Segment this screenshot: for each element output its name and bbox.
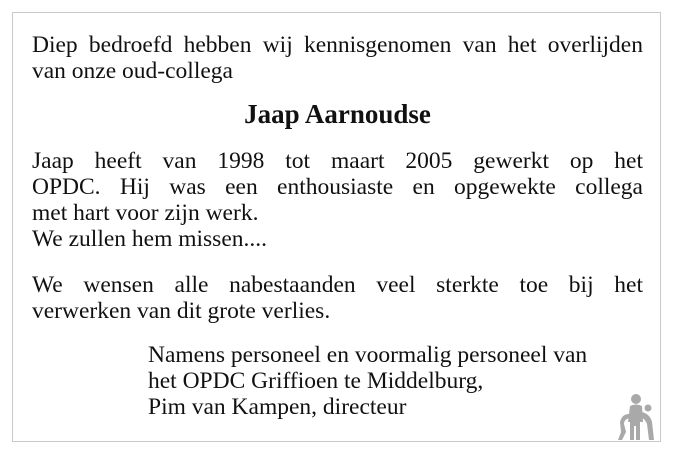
paragraph-career-line-1: Jaap heeft van 1998 tot maart 2005 gewerkt op het: [32, 148, 643, 174]
signature-line-1: Namens personeel en voormalig personeel van: [148, 342, 588, 368]
intro-line-2: van onze oud-collega: [32, 58, 233, 84]
paragraph-career-line-2: OPDC. Hij was een enthousiaste en opgewekte collega: [32, 174, 643, 200]
paragraph-career-line-3: met hart voor zijn werk.: [32, 200, 259, 226]
deceased-name: Jaap Aarnoudse: [244, 99, 431, 129]
intro-block: [32, 32, 643, 84]
memorial-figure-icon: [612, 392, 660, 444]
paragraph-condolence-line-2: verwerken van dit grote verlies.: [32, 298, 331, 324]
paragraph-condolence-line-1: We wensen alle nabestaanden veel sterkte toe bij het: [32, 272, 643, 298]
paragraph-career-line-4: We zullen hem missen....: [32, 226, 268, 252]
paragraph-career: [32, 148, 643, 252]
signature-line-3: Pim van Kampen, directeur: [148, 394, 407, 420]
paragraph-condolence: [32, 272, 643, 324]
signature-line-2: het OPDC Griffioen te Middelburg,: [148, 368, 484, 394]
intro-line-1: Diep bedroefd hebben wij kennisgenomen van het overlijden: [32, 32, 643, 58]
